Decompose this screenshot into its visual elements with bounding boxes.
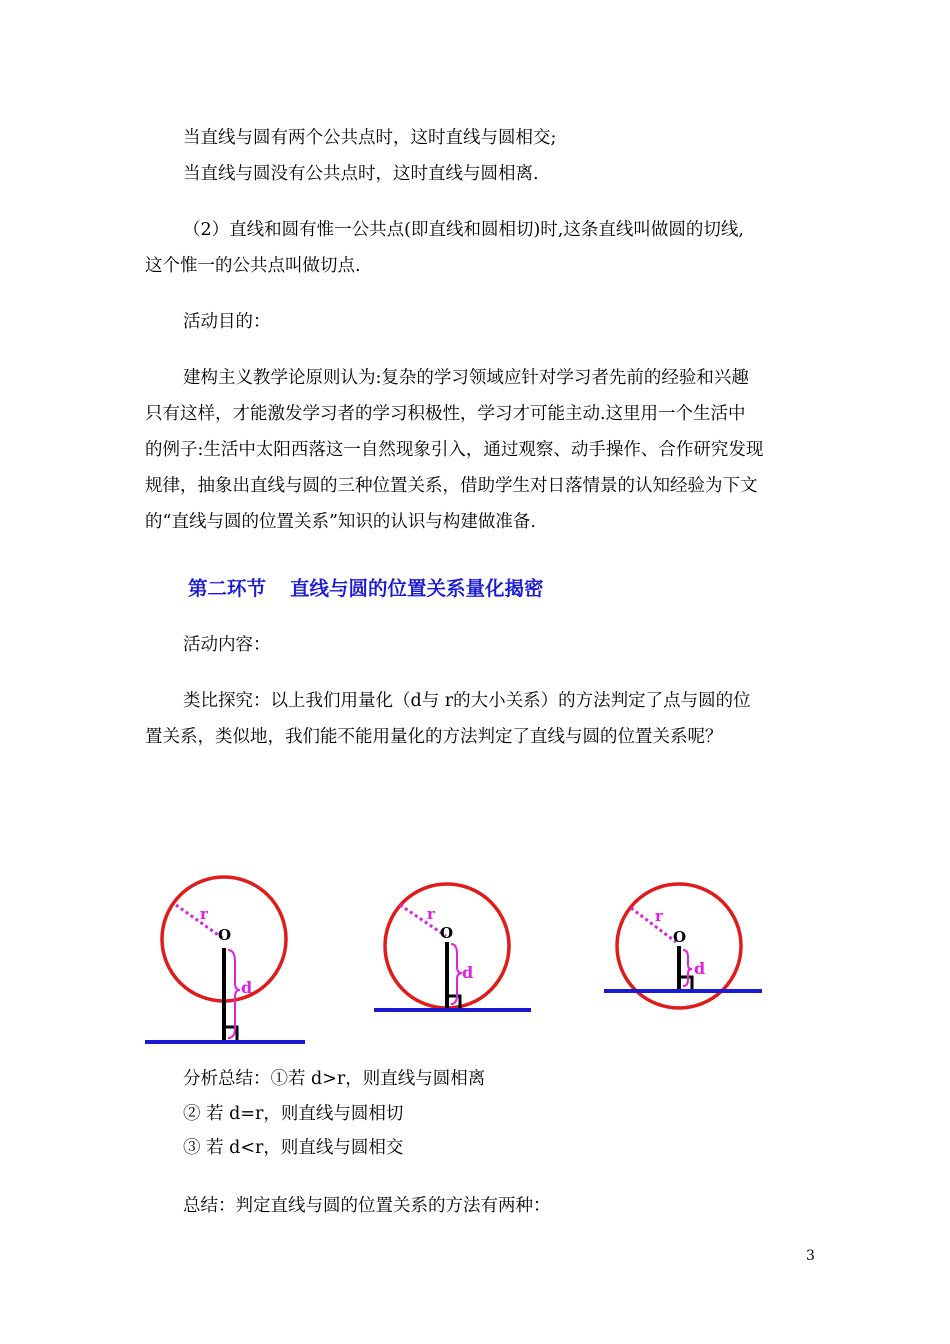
center-label: O (440, 924, 454, 942)
page-number: 3 (806, 1248, 815, 1264)
paragraph-line: 只有这样，才能激发学习者的学习积极性，学习才可能主动.这里用一个生活中 (145, 404, 746, 424)
radius-label: r (200, 905, 208, 923)
figure-separate (145, 877, 305, 1042)
distance-label: d (241, 978, 253, 997)
section-title: 直线与圆的位置关系量化揭密 (290, 577, 544, 600)
radius-label: r (427, 905, 435, 923)
radius-line (631, 908, 676, 942)
paragraph-line: 活动目的： (183, 312, 271, 332)
paragraph-line: 的例子:生活中太阳西落这一自然现象引入，通过观察、动手操作、合作研究发现 (145, 440, 764, 460)
section-heading (188, 573, 544, 601)
paragraph-line: 规律，抽象出直线与圆的三种位置关系，借助学生对日落情景的认知经验为下文 (145, 476, 758, 496)
radius-label: r (655, 907, 663, 925)
paragraph-line: 的“直线与圆的位置关系”知识的认识与构建做准备. (145, 512, 536, 532)
summary-line: 总结：判定直线与圆的位置关系的方法有两种： (183, 1196, 551, 1216)
paragraph-line: 活动内容： (183, 635, 271, 655)
summary-line: 分析总结：①若 d>r，则直线与圆相离 (183, 1069, 486, 1089)
summary-line: ② 若 d=r，则直线与圆相切 (183, 1104, 404, 1124)
center-label: O (673, 928, 687, 946)
paragraph-line: 置关系，类似地，我们能不能用量化的方法判定了直线与圆的位置关系呢？ (145, 727, 723, 747)
center-label: O (218, 926, 232, 944)
paragraph-line: 这个惟一的公共点叫做切点. (145, 256, 361, 276)
figure-tangent (374, 884, 531, 1010)
paragraph-line: 当直线与圆有两个公共点时，这时直线与圆相交; (183, 128, 557, 148)
distance-label: d (462, 963, 474, 982)
distance-brace (228, 950, 240, 1038)
paragraph-line: 当直线与圆没有公共点时，这时直线与圆相离. (183, 164, 539, 184)
paragraph-line: 类比探究：以上我们用量化（d与 r的大小关系）的方法判定了点与圆的位 (183, 691, 751, 711)
paragraph-line: （2）直线和圆有惟一公共点(即直线和圆相切)时,这条直线叫做圆的切线, (183, 220, 744, 240)
distance-label: d (694, 959, 706, 978)
line-circle-figures (130, 870, 780, 1050)
summary-line: ③ 若 d<r，则直线与圆相交 (183, 1138, 404, 1158)
section-label: 第二环节 (188, 577, 267, 600)
paragraph-line: 建构主义教学论原则认为:复杂的学习领域应针对学习者先前的经验和兴趣 (183, 368, 749, 388)
figure-intersect (604, 884, 762, 1008)
